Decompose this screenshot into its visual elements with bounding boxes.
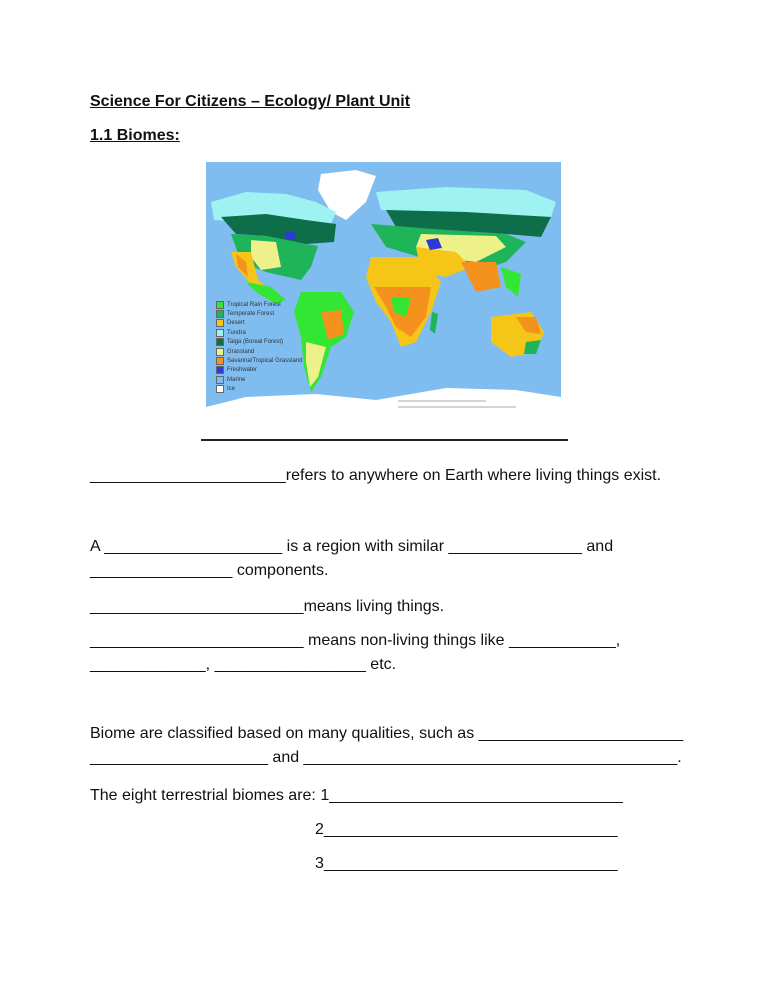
swatch-icon xyxy=(216,376,224,384)
world-biomes-map xyxy=(206,162,561,422)
legend-item: Savanna/Tropical Grassland xyxy=(216,356,302,365)
fill-in-line: ____________________ and __________________________________________. xyxy=(90,749,682,766)
legend-item: Grassland xyxy=(216,347,302,356)
document-title: Science For Citizens – Ecology/ Plant Unit xyxy=(90,93,411,110)
fill-in-line: ________________________ means non-living things like ____________, xyxy=(90,632,621,649)
swatch-icon xyxy=(216,357,224,365)
swatch-icon xyxy=(216,301,224,309)
fill-in-line: ________________ components. xyxy=(90,562,329,579)
swatch-icon xyxy=(216,319,224,327)
map-legend xyxy=(216,300,302,394)
legend-item: Freshwater xyxy=(216,366,302,375)
legend-item: Ice xyxy=(216,385,302,394)
section-heading: 1.1 Biomes: xyxy=(90,127,180,144)
swatch-icon xyxy=(216,348,224,356)
legend-item: Temperate Forest xyxy=(216,309,302,318)
fill-in-line: ______________________refers to anywhere on Earth where living things exist. xyxy=(90,467,662,484)
fill-in-line: A ____________________ is a region with similar _______________ and xyxy=(90,538,614,555)
fill-in-line: _____________, _________________ etc. xyxy=(90,656,397,673)
fill-in-line: The eight terrestrial biomes are: 1_________________________________ xyxy=(90,787,623,804)
swatch-icon xyxy=(216,329,224,337)
swatch-icon xyxy=(216,310,224,318)
biome-list-item: 3_________________________________ xyxy=(315,855,618,872)
swatch-icon xyxy=(216,338,224,346)
legend-item: Desert xyxy=(216,319,302,328)
swatch-icon xyxy=(216,366,224,374)
legend-item: Marine xyxy=(216,375,302,384)
fill-in-line: ________________________means living things. xyxy=(90,598,445,615)
legend-item: Tundra xyxy=(216,328,302,337)
legend-item: Taiga (Boreal Forest) xyxy=(216,338,302,347)
biome-list-item: 2_________________________________ xyxy=(315,821,618,838)
legend-item: Tropical Rain Forest xyxy=(216,300,302,309)
swatch-icon xyxy=(216,385,224,393)
fill-in-line: Biome are classified based on many qualities, such as _______________________ xyxy=(90,725,684,742)
map-caption-blank[interactable] xyxy=(201,439,568,441)
